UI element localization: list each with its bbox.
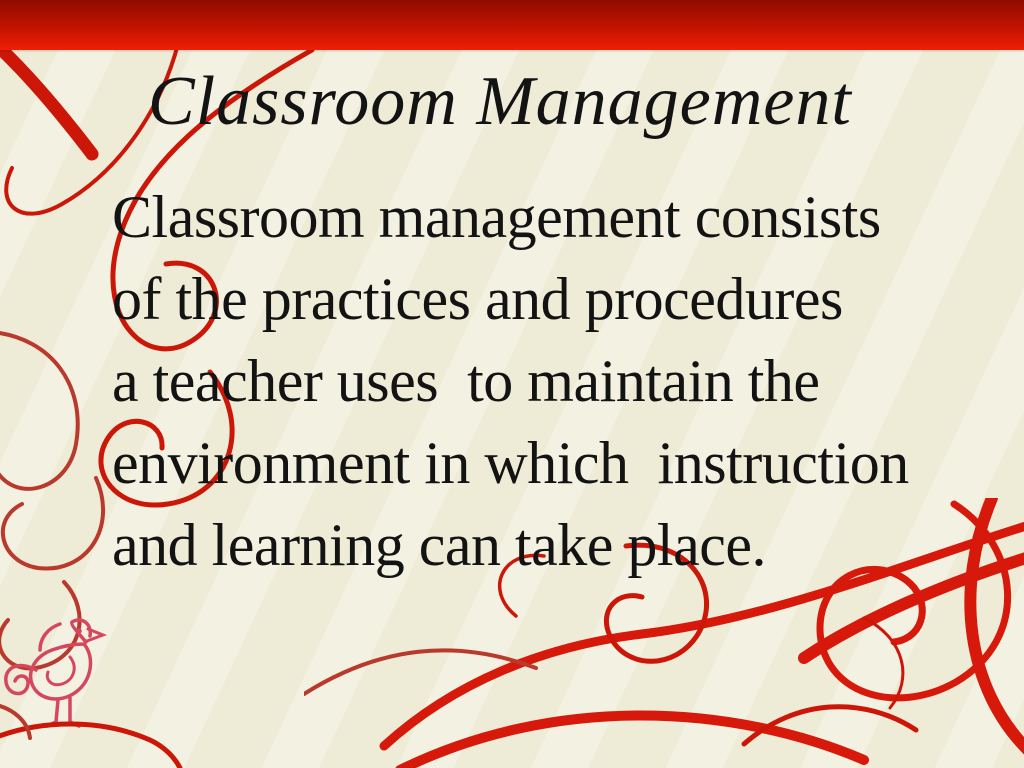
top-accent-bar xyxy=(0,0,1024,50)
slide-body xyxy=(112,176,909,586)
body-line: Classroom management consists xyxy=(112,184,881,250)
bird-icon xyxy=(0,612,185,768)
body-line: a teacher uses to maintain the xyxy=(112,348,820,414)
body-line: and learning can take place. xyxy=(112,512,766,578)
body-line: of the practices and procedures xyxy=(112,266,843,332)
slide-title: Classroom Management xyxy=(148,63,852,140)
body-line: environment in which instruction xyxy=(112,430,909,496)
